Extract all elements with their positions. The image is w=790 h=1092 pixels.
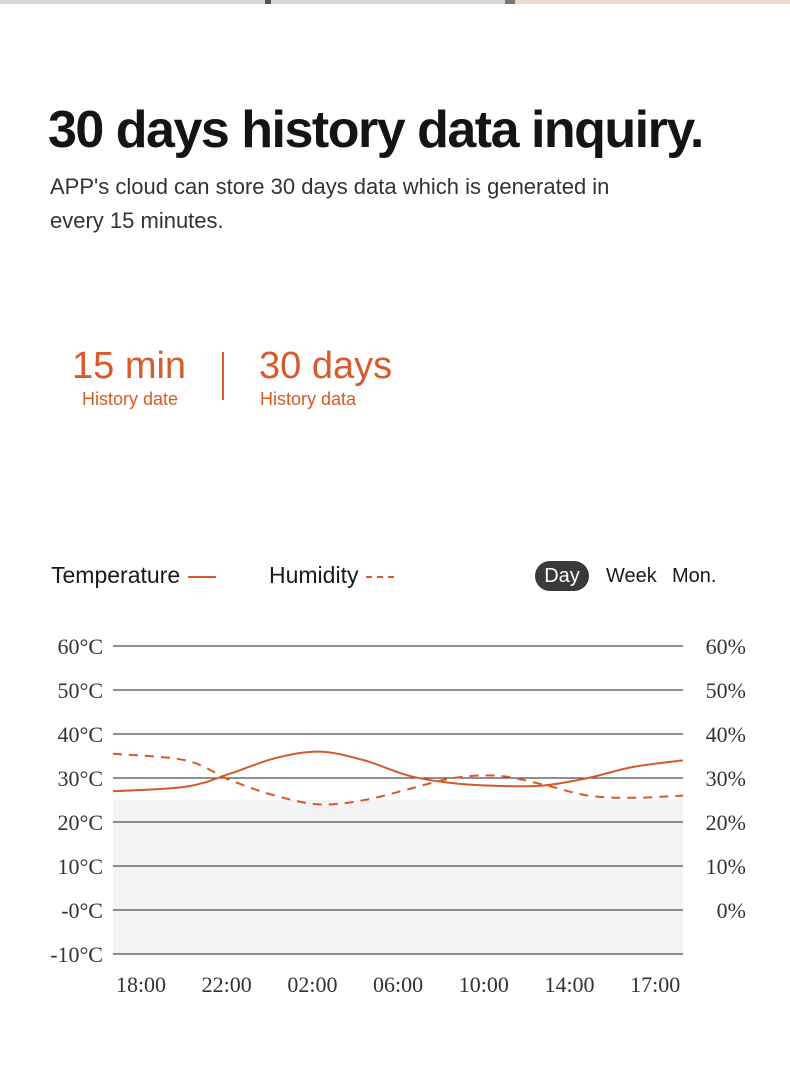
y-right-tick-label: 10%: [705, 854, 746, 879]
x-tick-label: 14:00: [544, 972, 595, 997]
stat-history-interval: [72, 344, 186, 410]
y-left-tick-label: 30°C: [57, 766, 103, 791]
top-strip-segment: [505, 0, 515, 4]
y-right-tick-label: 20%: [705, 810, 746, 835]
x-tick-label: 17:00: [630, 972, 681, 997]
y-right-tick-label: 0%: [716, 898, 746, 923]
x-tick-label: 22:00: [201, 972, 252, 997]
stat-label: History data: [260, 389, 357, 409]
x-tick-label: 06:00: [373, 972, 424, 997]
top-image-strip: [0, 0, 790, 4]
solid-line-swatch-icon: [188, 576, 216, 578]
y-left-tick-label: 50°C: [57, 678, 103, 703]
top-strip-segment: [515, 0, 790, 4]
stat-divider: [222, 352, 224, 400]
x-tick-label: 10:00: [458, 972, 509, 997]
y-left-tick-label: 20°C: [57, 810, 103, 835]
page-title: 30 days history data inquiry.: [48, 101, 703, 159]
legend-temperature-label: Temperature: [51, 562, 181, 588]
y-left-tick-label: -0°C: [61, 898, 103, 923]
top-strip-segment: [265, 0, 271, 4]
stat-label: History date: [82, 389, 179, 409]
stat-value: 30 days: [259, 345, 393, 387]
tab-day[interactable]: Day: [535, 561, 589, 591]
dashed-line-swatch-icon: [366, 576, 394, 578]
y-right-tick-label: 50%: [705, 678, 746, 703]
tab-month[interactable]: Mon.: [672, 565, 717, 587]
page-description: APP's cloud can store 30 days data which is generated in every 15 minutes.: [50, 174, 610, 233]
stat-value: 15 min: [72, 345, 187, 387]
history-line-chart: [0, 620, 790, 1020]
y-right-tick-label: 60%: [705, 634, 746, 659]
y-left-tick-label: 10°C: [57, 854, 103, 879]
y-left-tick-label: -10°C: [50, 942, 103, 967]
y-right-tick-label: 30%: [705, 766, 746, 791]
legend-humidity-label: Humidity: [269, 562, 359, 588]
humidity-series-line: [113, 754, 683, 805]
stat-history-length: [259, 344, 392, 410]
y-right-tick-label: 40%: [705, 722, 746, 747]
tab-week[interactable]: Week: [606, 565, 657, 587]
x-tick-label: 02:00: [287, 972, 338, 997]
y-left-tick-label: 40°C: [57, 722, 103, 747]
y-left-tick-label: 60°C: [57, 634, 103, 659]
temperature-series-line: [113, 752, 683, 792]
legend-temperature: [51, 562, 216, 589]
x-tick-label: 18:00: [115, 972, 167, 997]
plot-background: [113, 800, 683, 954]
legend-humidity: [269, 562, 394, 589]
